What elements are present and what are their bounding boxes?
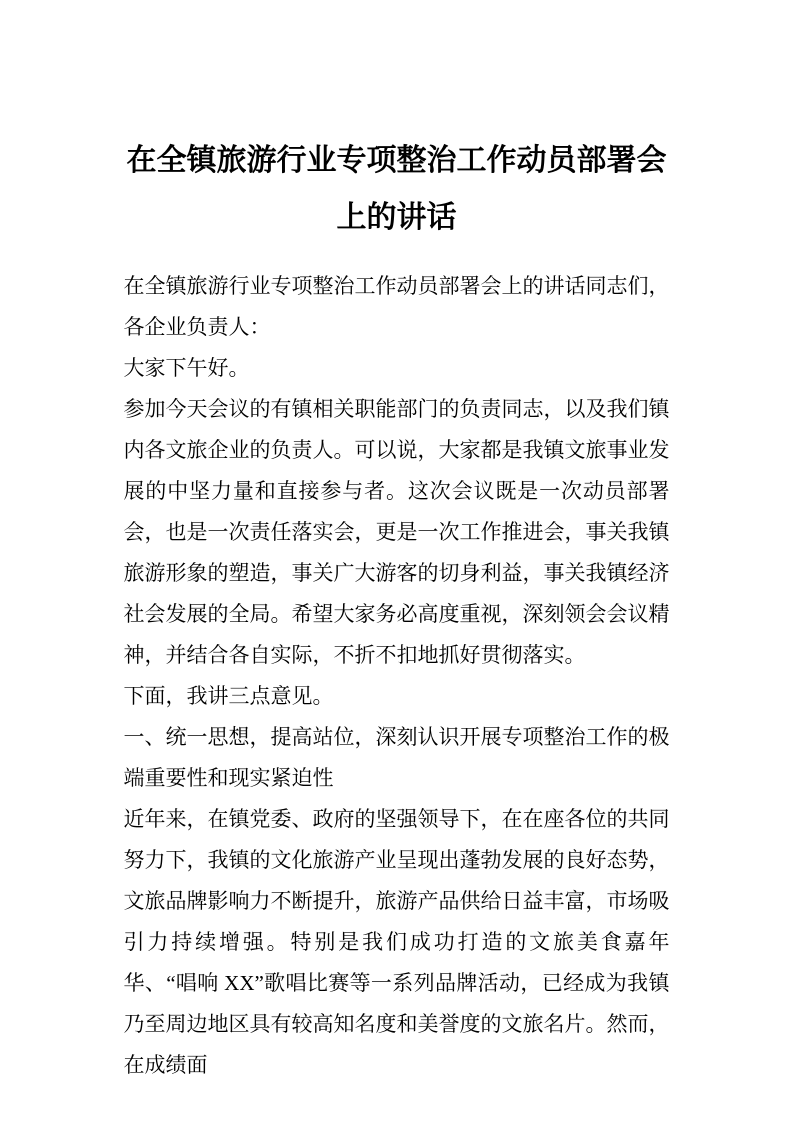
- document-body: [124, 266, 670, 1086]
- paragraph-section-heading: 一、统一思想，提高站位，深刻认识开展专项整治工作的极端重要性和现实紧迫性: [123, 725, 670, 791]
- paragraph-salutation: 在全镇旅游行业专项整治工作动员部署会上的讲话同志们，各企业负责人：: [123, 274, 670, 340]
- paragraph-greeting: 大家下午好。: [123, 356, 250, 381]
- document-page: [124, 20, 670, 1086]
- paragraph-transition: 下面，我讲三点意见。: [123, 684, 334, 709]
- paragraph-section-body: 近年来，在镇党委、政府的坚强领导下，在在座各位的共同努力下，我镇的文化旅游产业呈现出蓬勃发展的良好态势，文旅品牌影响力不断提升，旅游产品供给日益丰富，市场吸引力持续增强。特别是我们成功打造的文旅美食嘉年华、“唱响 XX”歌唱比赛等一系列品牌活动，已经成为我镇乃至周边地区具有较高知名度和美誉度的文旅名片。然而，在成绩面: [123, 807, 670, 1078]
- document-title: 在全镇旅游行业专项整治工作动员部署会上的讲话: [126, 144, 667, 235]
- paragraph-intro: 参加今天会议的有镇相关职能部门的负责同志，以及我们镇内各文旅企业的负责人。可以说，大家都是我镇文旅事业发展的中坚力量和直接参与者。这次会议既是一次动员部署会，也是一次责任落实会，更是一次工作推进会，事关我镇旅游形象的塑造，事关广大游客的切身利益，事关我镇经济社会发展的全局。希望大家务必高度重视，深刻领会会议精神，并结合各自实际，不折不扣地抓好贯彻落实。: [123, 397, 670, 668]
